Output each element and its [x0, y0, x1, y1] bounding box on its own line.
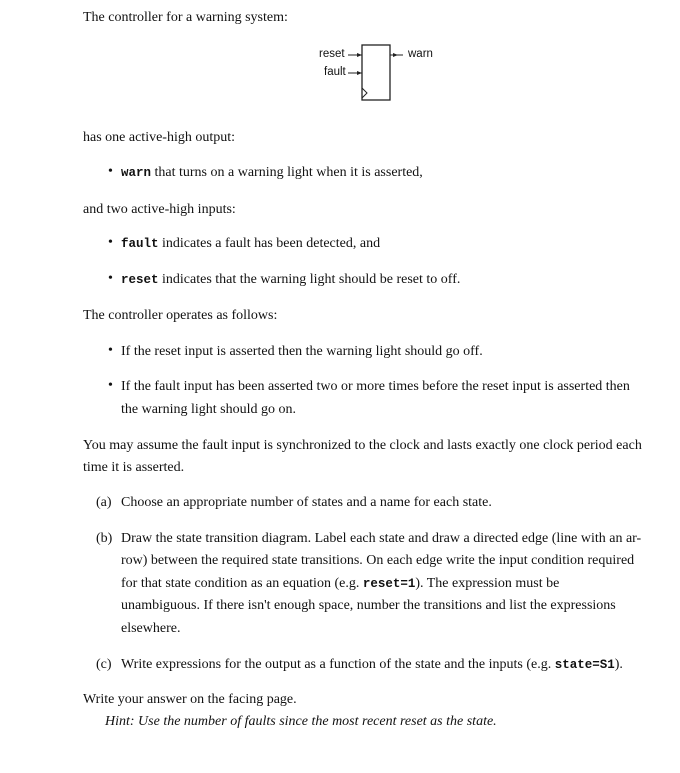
- question-a-label: (a): [96, 495, 112, 510]
- hint-text: Hint: Use the number of faults since the most recent reset as the state.: [105, 714, 497, 729]
- text-run: ). The expression must be: [415, 576, 560, 591]
- text-run: for that state condition as an equation (e.g.: [121, 576, 363, 591]
- inputs-heading: and two active-high inputs:: [83, 202, 236, 217]
- code-reset: reset: [121, 273, 159, 287]
- code-reset-eq: reset=1: [362, 577, 416, 591]
- bullet-icon: •: [108, 164, 113, 179]
- bullet-icon: •: [108, 235, 113, 250]
- code-warn: warn: [121, 166, 152, 180]
- text-run: ).: [614, 657, 623, 672]
- intro-text: The controller for a warning system:: [83, 10, 288, 25]
- operation-item: If the fault input has been asserted two or more times before the reset input is asserted then: [121, 379, 630, 394]
- bullet-icon: •: [108, 378, 113, 393]
- code-state-eq: state=S1: [554, 658, 615, 672]
- question-b-line: row) between the required state transitions. On each edge write the input condition required: [121, 553, 635, 568]
- output-warn-item: [121, 164, 423, 182]
- code-fault: fault: [121, 237, 159, 251]
- input-desc: indicates a fault has been detected, and: [158, 236, 381, 251]
- fault-input-label: fault: [324, 66, 346, 78]
- question-c-text: [121, 656, 623, 674]
- bullet-icon: •: [108, 343, 113, 358]
- operation-item: If the reset input is asserted then the warning light should go off.: [121, 344, 483, 359]
- question-b-label: (b): [96, 531, 113, 546]
- assumption-text-cont: time it is asserted.: [83, 460, 185, 475]
- question-c-label: (c): [96, 657, 112, 672]
- question-a-text: Choose an appropriate number of states and a name for each state.: [121, 495, 492, 510]
- input-fault-item: [121, 235, 380, 253]
- outputs-heading: has one active-high output:: [83, 130, 236, 145]
- bullet-icon: •: [108, 271, 113, 286]
- text-run: Write expressions for the output as a function of the state and the inputs (e.g.: [121, 657, 555, 672]
- operation-item-cont: the warning light should go on.: [121, 402, 296, 417]
- reset-input-label: reset: [319, 48, 345, 60]
- question-b-line: Draw the state transition diagram. Label each state and draw a directed edge (line with an ar-: [121, 531, 642, 546]
- footer-text: Write your answer on the facing page.: [83, 692, 297, 707]
- question-b-line: [121, 575, 559, 593]
- assumption-text: You may assume the fault input is synchronized to the clock and lasts exactly one clock period each: [83, 438, 642, 453]
- warn-output-label: warn: [408, 48, 433, 60]
- controller-block-diagram: [300, 38, 460, 108]
- operation-heading: The controller operates as follows:: [83, 308, 278, 323]
- input-desc: indicates that the warning light should be reset to off.: [158, 272, 461, 287]
- question-b-line: elsewhere.: [121, 621, 181, 636]
- question-b-line: unambiguous. If there isn't enough space, number the transitions and list the expressions: [121, 598, 616, 613]
- output-desc: that turns on a warning light when it is asserted,: [151, 165, 423, 180]
- input-reset-item: [121, 271, 460, 289]
